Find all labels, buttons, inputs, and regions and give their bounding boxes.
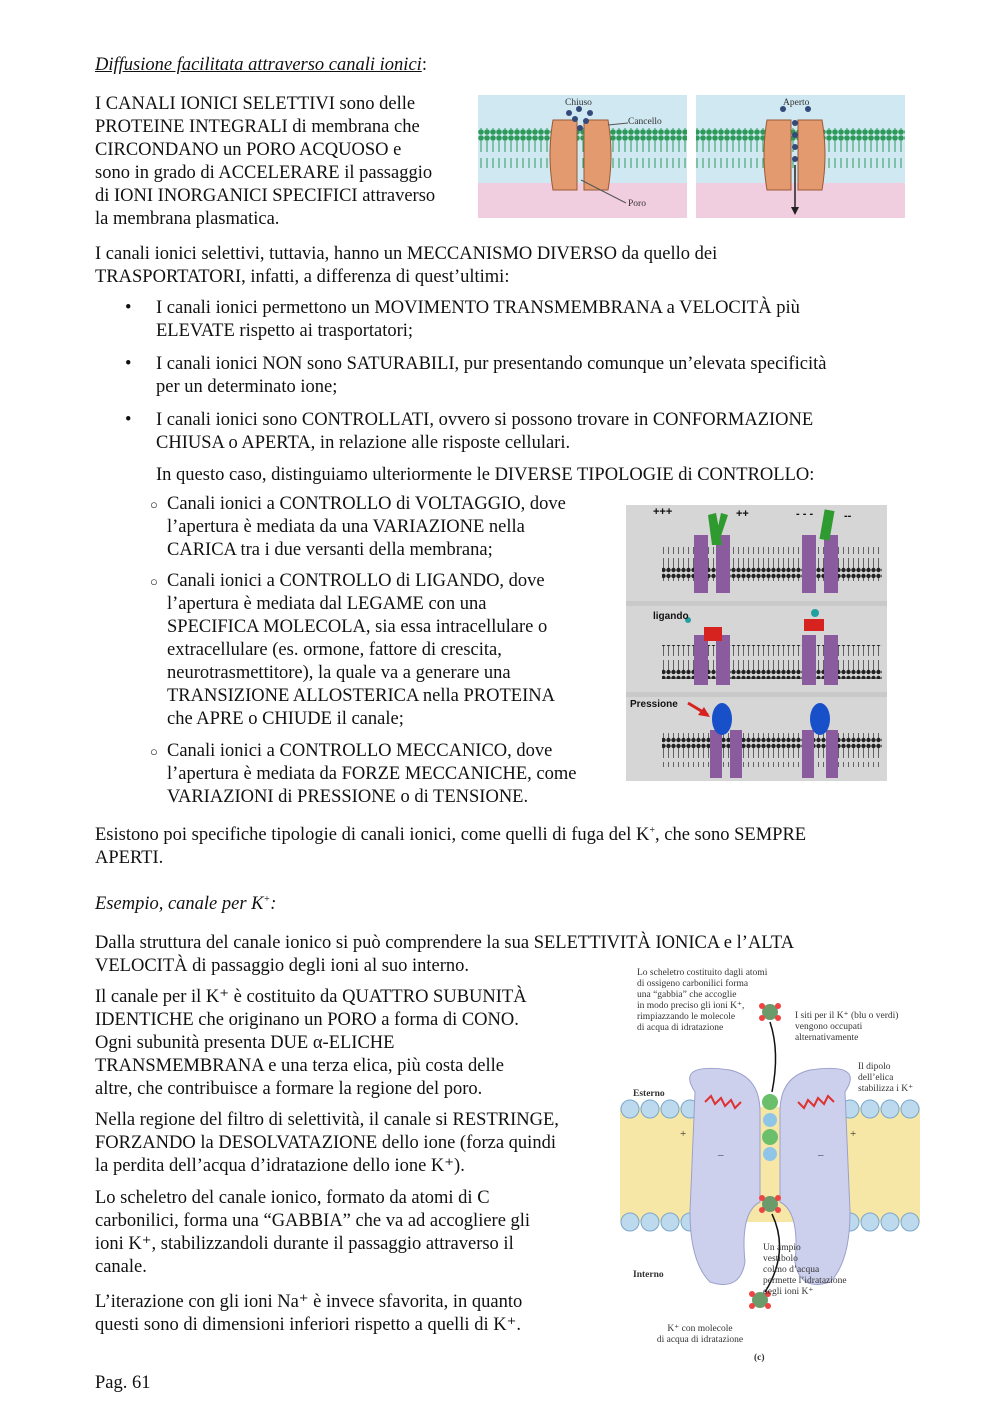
example-heading: Esempio, canale per K+: [95, 893, 277, 914]
pressure-label: Pressione [630, 699, 678, 710]
ligand-label: ligando [653, 611, 689, 622]
panel-label: (c) [754, 1353, 765, 1363]
svg-text:–: – [718, 1149, 724, 1161]
sodium-paragraph: L’iterazione con gli ioni Na⁺ è invece sfavorita, in quanto questi sono di dimensioni inferiori rispetto a quelli di K⁺. [95, 1292, 523, 1335]
open-label: Aperto [783, 98, 810, 108]
k-channel-paragraph: Il canale per il K⁺ è costituito da QUATTRO SUBUNITÀ IDENTICHE che originano un PORO a forma di CONO. Ogni subunità presenta DUE α-ELICHE TRANSMEMBRANA e una terza elica, più costa delle altre, che contribuisce a formare la regione del poro. [95, 987, 527, 1099]
list-item: • I canali ionici permettono un MOVIMENTO TRANSMEMBRANA a VELOCITÀ più ELEVATE rispetto ai trasportatori; [125, 298, 800, 341]
leak-channel-paragraph: Esistono poi specifiche tipologie di canali ionici, come quelli di fuga del K+, che sono SEMPRE APERTI. [95, 824, 807, 868]
sites-caption: I siti per il K⁺ (blu o verdi) vengono occupati alternativamente [795, 1011, 899, 1043]
closed-label: Chiuso [565, 98, 592, 108]
cage-paragraph: Lo scheletro del canale ionico, formato da atomi di C carbonilici, forma una “GABBIA” che va ad accogliere gli ioni K⁺, stabilizzandoli durante il passaggio attraverso il canale. [95, 1188, 531, 1277]
outside-label: Esterno [633, 1089, 665, 1099]
pore-label: Poro [628, 199, 646, 209]
k-water-caption: K⁺ con molecole di acqua di idratazione [656, 1324, 744, 1345]
page-number: Pag. 61 [95, 1373, 151, 1393]
vestibule-caption: Un ampio vestibolo colmo d’acqua permette l’idratazione degli ioni K⁺ [763, 1243, 847, 1297]
svg-text:+: + [850, 1128, 857, 1140]
inside-label: Interno [633, 1270, 664, 1280]
control-intro: In questo caso, distinguiamo ulteriormente le DIVERSE TIPOLOGIE di CONTROLLO: [156, 465, 815, 485]
potassium-channel-figure [620, 962, 920, 1367]
gating-types-figure: +++ ++ - - - -- ligando Pressione [626, 505, 887, 781]
cage-caption: Lo scheletro costituito dagli atomi di ossigeno carbonilici forma una “gabbia” che accoglie in modo preciso gli ioni K⁺, rimpiazzando le molecole di acqua di idratazione [637, 968, 768, 1033]
intro-paragraph: I CANALI IONICI SELETTIVI sono delle PROTEINE INTEGRALI di membrana che CIRCONDANO un PORO ACQUOSO e sono in grado di ACCELERARE il passaggio di IONI INORGANICI SPECIFICI attraverso la membrana plasmatica. [95, 94, 436, 229]
filter-paragraph: Nella regione del filtro di selettività, il canale si RESTRINGE, FORZANDO la DESOLVATAZIONE dello ione (forza quindi la perdita dell’acqua d’idratazione dello ione K⁺). [95, 1110, 559, 1176]
gate-label: Cancello [628, 117, 662, 127]
svg-text:–: – [818, 1149, 824, 1161]
svg-text:+: + [680, 1128, 687, 1140]
list-item: • I canali ionici sono CONTROLLATI, ovvero si possono trovare in CONFORMAZIONE CHIUSA o APERTA, in relazione alle risposte cellulari. [125, 410, 814, 453]
comparison-paragraph: I canali ionici selettivi, tuttavia, hanno un MECCANISMO DIVERSO da quello dei TRASPORTATORI, infatti, a differenza di quest’ultimi: [95, 244, 718, 287]
channel-gate-figure [478, 95, 905, 218]
dipole-caption: Il dipolo dell’elica stabilizza i K⁺ [858, 1062, 914, 1094]
bullet-list [0, 297, 1000, 465]
selectivity-paragraph: Dalla struttura del canale ionico si può comprendere la sua SELETTIVITÀ IONICA e l’ALTA VELOCITÀ di passaggio degli ioni al suo interno. [95, 933, 795, 976]
section-heading: Diffusione facilitata attraverso canali ionici: [95, 55, 427, 75]
list-item: • I canali ionici NON sono SATURABILI, pur presentando comunque un’elevata specificità per un determinato ione; [125, 354, 827, 397]
